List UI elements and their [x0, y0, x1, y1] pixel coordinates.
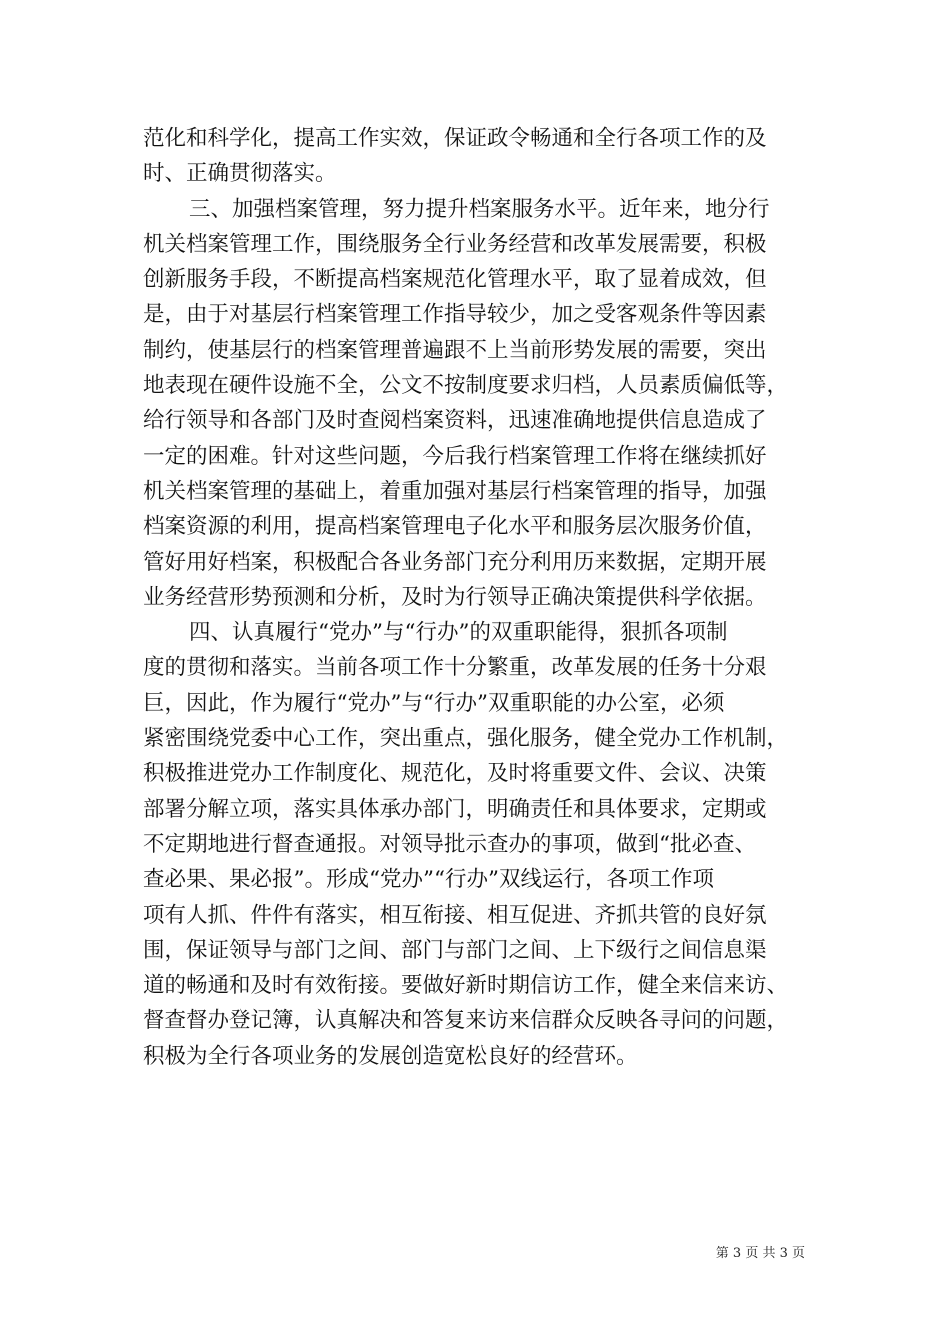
text-line: 督查督办登记簿，认真解决和答复来访来信群众反映各寻问的问题，	[143, 1008, 789, 1034]
text-line: 不定期地进行督查通报。对领导批示查办的事项，做到“批必查、	[143, 831, 756, 857]
text-line: 机关档案管理的基础上，着重加强对基层行档案管理的指导，加强	[143, 478, 767, 504]
text-line: 给行领导和各部门及时查阅档案资料，迅速准确地提供信息造成了	[143, 408, 767, 434]
text-line: 查必果、果必报”。形成“党办”“行办”双线运行，各项工作项	[143, 867, 714, 893]
text-line: 地表现在硬件设施不全，公文不按制度要求归档，人员素质偏低等，	[143, 373, 789, 399]
text-line: 业务经营形势预测和分析，及时为行领导正确决策提供科学依据。	[143, 584, 767, 610]
text-line: 是，由于对基层行档案管理工作指导较少，加之受客观条件等因素	[143, 302, 767, 328]
text-line: 制约，使基层行的档案管理普遍跟不上当前形势发展的需要，突出	[143, 337, 767, 363]
text-line: 管好用好档案，积极配合各业务部门充分利用历来数据，定期开展	[143, 549, 767, 575]
text-line: 创新服务手段，不断提高档案规范化管理水平，取了显着成效，但	[143, 267, 767, 293]
text-line: 积极为全行各项业务的发展创造宽松良好的经营环。	[143, 1043, 638, 1069]
text-line: 道的畅通和及时有效衔接。要做好新时期信访工作，健全来信来访、	[143, 973, 789, 999]
text-line: 紧密围绕党委中心工作，突出重点，强化服务，健全党办工作机制，	[143, 726, 789, 752]
text-line: 一定的困难。针对这些问题，今后我行档案管理工作将在继续抓好	[143, 443, 767, 469]
text-line: 范化和科学化，提高工作实效，保证政令畅通和全行各项工作的及	[143, 126, 767, 151]
text-line: 时、正确贯彻落实。	[143, 161, 337, 187]
text-line: 项有人抓、件件有落实，相互衔接、相互促进、齐抓共管的良好氛	[143, 902, 767, 928]
text-line: 积极推进党办工作制度化、规范化，及时将重要文件、会议、决策	[143, 761, 767, 787]
text-line: 围，保证领导与部门之间、部门与部门之间、上下级行之间信息渠	[143, 937, 767, 963]
paragraph-first-line: 四、认真履行“党办”与“行办”的双重职能得，狠抓各项制	[189, 620, 728, 646]
text-line: 度的贯彻和落实。当前各项工作十分繁重，改革发展的任务十分艰	[143, 655, 767, 681]
text-line: 档案资源的利用，提高档案管理电子化水平和服务层次服务价值，	[143, 514, 767, 540]
text-line: 机关档案管理工作，围绕服务全行业务经营和改革发展需要，积极	[143, 231, 767, 257]
document-body	[143, 121, 821, 1074]
text-line: 部署分解立项，落实具体承办部门，明确责任和具体要求，定期或	[143, 796, 767, 822]
page-number-footer: 第 3 页 共 3 页	[715, 1246, 805, 1261]
text-line: 巨，因此，作为履行“党办”与“行办”双重职能的办公室，必须	[143, 690, 725, 716]
paragraph-first-line: 三、加强档案管理，努力提升档案服务水平。近年来，地分行	[189, 196, 770, 222]
